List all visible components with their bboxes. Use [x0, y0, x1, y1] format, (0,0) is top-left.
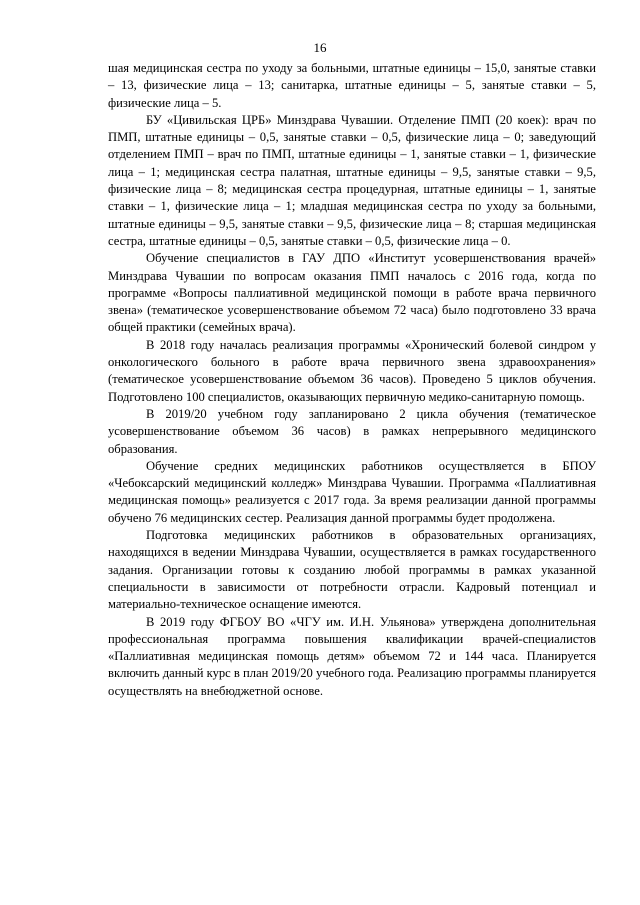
paragraph-nurse-training: Обучение средних медицинских работников осуществляется в БПОУ «Чебоксарский медицинский колледж» Минздрава Чувашии. Программа «Паллиативная медицинская помощь» реализуется с 2017 года. За время реализации данной программы обучено 76 медицинских сестер. Реализация данной программы будет продолжена.	[108, 458, 596, 525]
paragraph-state-assignment: Подготовка медицинских работников в образовательных организациях, находящихся в ведении Минздрава Чувашии, осуществляется в рамках государственного задания. Организации готовы к созданию любой программы в рамках указанной специальности в зависимости от потребности отрасли. Кадровый потенциал и материально-техническое оснащение имеются.	[108, 528, 596, 612]
paragraph-pain-syndrome-program: В 2018 году началась реализация программы «Хронический болевой синдром у онкологического больного в работе врача первичного звена здравоохранения» (тематическое усовершенствование объемом 36 часов). Проведено 5 циклов обучения. Подготовлено 100 специалистов, оказывающих первичную медико-санитарную помощь.	[108, 337, 596, 404]
document-body	[108, 60, 596, 700]
page-number: 16	[313, 40, 327, 55]
paragraph-tsivilsk-crb: БУ «Цивильская ЦРБ» Минздрава Чувашии. Отделение ПМП (20 коек): врач по ПМП, штатные единицы – 0,5, занятые ставки – 0,5, физические лица – 0; заведующий отделением ПМП – врач по ПМП, штатные единицы – 1, занятые ставки – 1, физические лица – 1; медицинская сестра палатная, штатные единицы – 9,5, занятые ставки – 9,5, физические лица – 8; медицинская сестра процедурная, штатные единицы – 1, занятые ставки – 1, физические лица – 1; младшая медицинская сестра по уходу за больными, штатные единицы – 9,5, занятые ставки – 9,5, физические лица – 8; старшая медицинская сестра, штатные единицы – 0,5, занятые ставки – 0,5, физические лица – 0.	[108, 112, 596, 248]
paragraph-chgu-program: В 2019 году ФГБОУ ВО «ЧГУ им. И.Н. Ульянова» утверждена дополнительная профессиональная программа повышения квалификации врачей-специалистов «Паллиативная медицинская помощь детям» объемом 72 и 144 часа. Планируется включить данный курс в план 2019/20 учебного года. Реализацию программы планируется осуществлять на внебюджетной основе.	[108, 614, 596, 698]
paragraph-institute-training: Обучение специалистов в ГАУ ДПО «Институт усовершенствования врачей» Минздрава Чувашии по вопросам оказания ПМП началось с 2016 года, когда по программе «Вопросы паллиативной медицинской помощи в работе врача первичного звена» (тематическое усовершенствование объемом 72 часа) было подготовлено 33 врача общей практики (семейных врача).	[108, 251, 596, 335]
paragraph-staffing-continued: шая медицинская сестра по уходу за больными, штатные единицы – 15,0, занятые ставки – 13, физические лица – 13; санитарка, штатные единицы – 5, занятые ставки – 5, физические лица – 5.	[108, 61, 596, 110]
paragraph-2019-20-plan: В 2019/20 учебном году запланировано 2 цикла обучения (тематическое усовершенствование объемом 36 часов) в рамках непрерывного медицинского образования.	[108, 406, 596, 456]
